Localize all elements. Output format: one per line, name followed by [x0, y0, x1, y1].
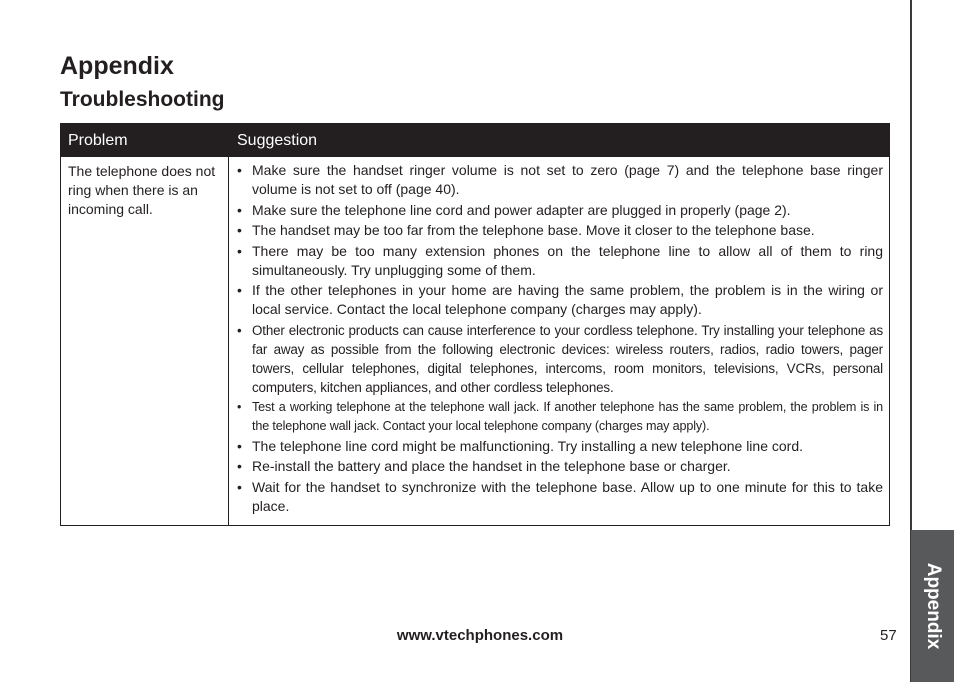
- footer-url-text: www.vtechphones.com: [396, 627, 564, 644]
- table-row: [61, 157, 889, 525]
- suggestion-cell: [229, 157, 889, 525]
- footer-url: [0, 627, 954, 644]
- suggestion-list: [236, 161, 883, 516]
- suggestion-item: • The telephone line cord might be malfunctioning. Try installing a new telephone line cord.: [236, 437, 883, 456]
- suggestion-item: • Wait for the handset to synchronize with the telephone base. Allow up to one minute for this to take place.: [236, 478, 883, 516]
- problem-cell: The telephone does not ring when there is an incoming call.: [61, 157, 229, 525]
- page-number: 57: [880, 627, 897, 644]
- suggestion-item: • Make sure the handset ringer volume is not set to zero (page 7) and the telephone base ringer volume is not set to off (page 40).: [236, 161, 883, 199]
- suggestion-item: • Make sure the telephone line cord and power adapter are plugged in properly (page 2).: [236, 201, 883, 220]
- section-title: Appendix: [60, 52, 174, 80]
- suggestion-item: • There may be too many extension phones on the telephone line to allow all of them to ring simultaneously. Try unplugging some of them.: [236, 242, 883, 280]
- suggestion-item: • The handset may be too far from the telephone base. Move it closer to the telephone base.: [236, 221, 883, 240]
- suggestion-item: • Re-install the battery and place the handset in the telephone base or charger.: [236, 457, 883, 476]
- column-header-problem: Problem: [68, 131, 128, 149]
- column-header-suggestion: Suggestion: [237, 131, 318, 149]
- troubleshooting-table: [60, 123, 890, 526]
- side-tab-label: Appendix: [922, 562, 944, 650]
- suggestion-item: • Test a working telephone at the telephone wall jack. If another telephone has the same problem, the problem is in the telephone wall jack. Contact your local telephone company (charges may apply).: [236, 398, 883, 435]
- subsection-title: Troubleshooting: [60, 88, 225, 111]
- suggestion-item: • Other electronic products can cause interference to your cordless telephone. Try installing your telephone as far away as possible from the following electronic devices: wireless routers, radios, radio towers, pager towers, cellular telephones, digital telephones, intercoms, room monitors, televisions, VCRs, personal computers, kitchen appliances, and other cordless telephones.: [236, 321, 883, 397]
- table-header: [61, 124, 889, 157]
- suggestion-item: • If the other telephones in your home are having the same problem, the problem is in the wiring or local service. Contact the local telephone company (charges may apply).: [236, 281, 883, 319]
- side-tab: [911, 530, 954, 682]
